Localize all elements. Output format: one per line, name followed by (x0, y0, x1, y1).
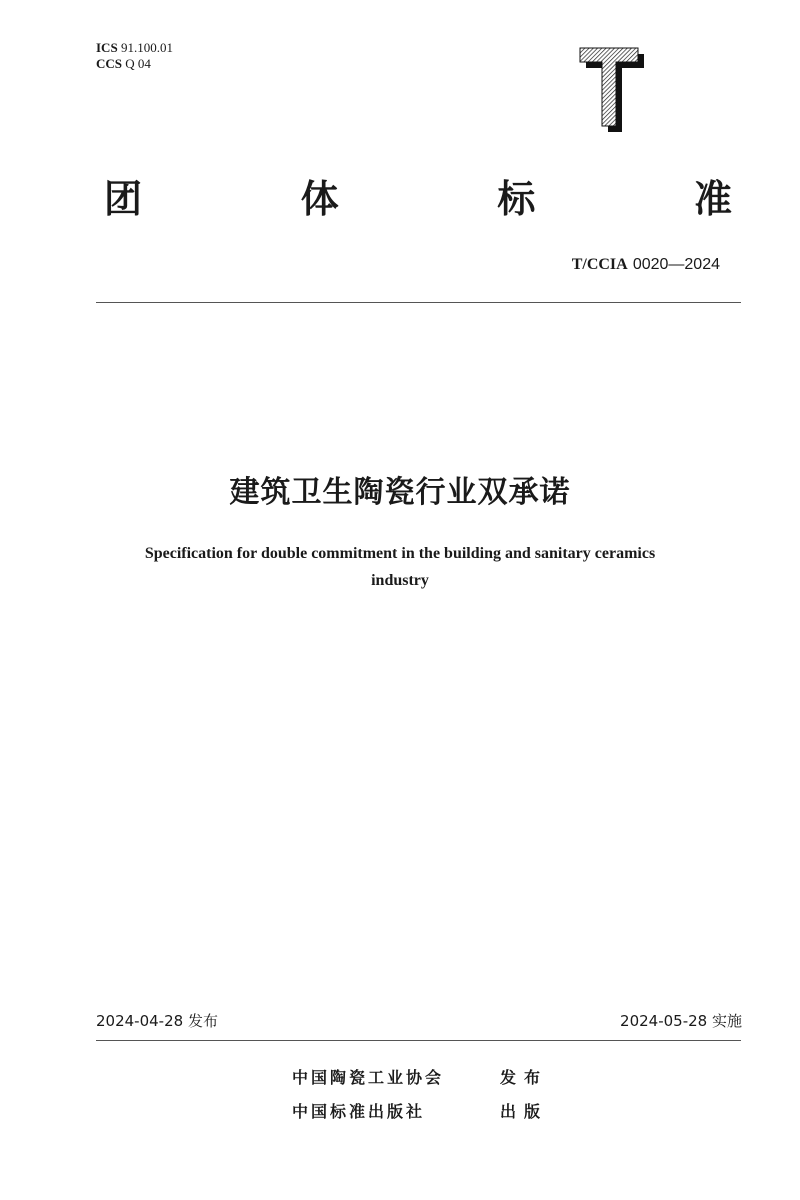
standard-number (572, 254, 720, 274)
ics-value: 91.100.01 (120, 40, 173, 55)
standard-type-char: 准 (693, 177, 734, 221)
ccs-label: CCS (96, 56, 123, 71)
bottom-divider (96, 1040, 741, 1041)
standard-type (104, 168, 734, 223)
standard-type-char: 标 (497, 177, 538, 221)
standard-type-char: 体 (300, 177, 341, 221)
ccs-value: Q 04 (125, 56, 151, 71)
title-english-line: Specification for double commitment in the building and sanitary ceramics (144, 545, 656, 562)
ics-label: ICS (96, 40, 118, 55)
issuer-role: 发布 (500, 1068, 549, 1087)
ics-line (96, 40, 173, 56)
standard-number-value: 0020—2024 (632, 256, 720, 273)
title-english-line: industry (371, 572, 429, 589)
publisher-role: 出版 (500, 1102, 549, 1121)
publisher-organization: 中国标准出版社 (292, 1102, 426, 1121)
title-chinese: 建筑卫生陶瓷行业双承诺 (229, 475, 571, 510)
svg-text:T: T (578, 46, 579, 47)
standard-number-prefix: T/CCIA (571, 256, 628, 273)
top-divider (96, 302, 741, 303)
ccs-line (96, 56, 173, 72)
effective-date: 2024-05-28 实施 (620, 1012, 742, 1030)
publish-date: 2024-04-28 发布 (96, 1012, 218, 1030)
group-standard-t-logo (578, 46, 648, 136)
classification-codes (96, 40, 173, 72)
title-english (90, 540, 710, 594)
standard-type-char: 团 (104, 177, 145, 221)
issuer-organization: 中国陶瓷工业协会 (292, 1068, 445, 1087)
